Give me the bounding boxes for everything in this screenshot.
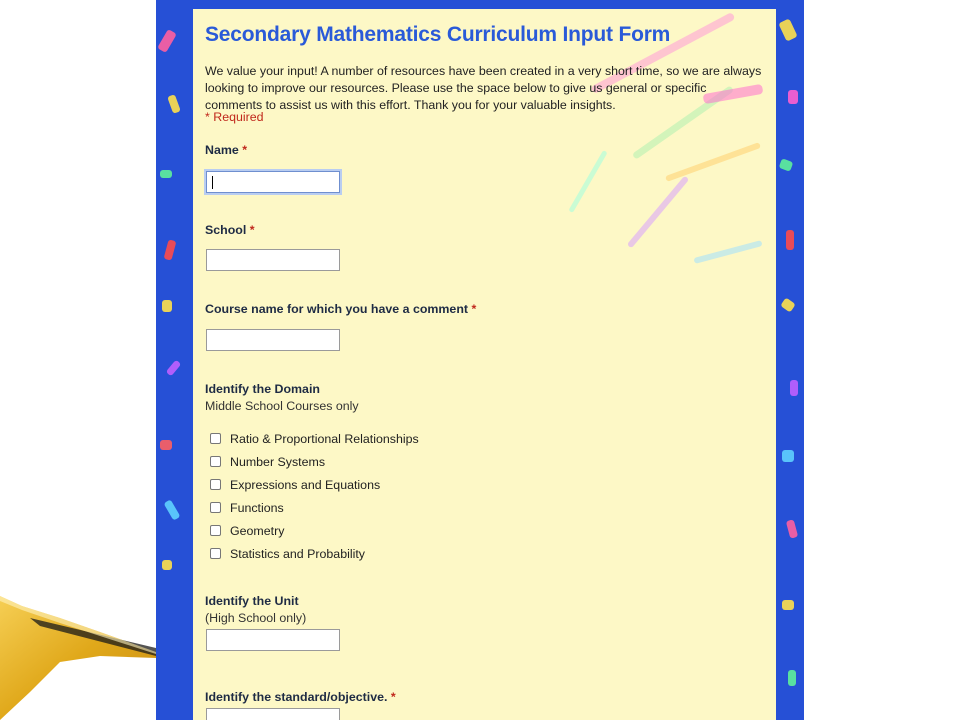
checkbox-icon[interactable]: [210, 456, 221, 467]
text-caret: [212, 176, 213, 189]
unit-label: Identify the Unit: [205, 594, 299, 608]
name-input[interactable]: [206, 171, 340, 193]
domain-option[interactable]: Functions: [210, 496, 419, 519]
domain-label: Identify the Domain: [205, 382, 320, 396]
checkbox-icon[interactable]: [210, 433, 221, 444]
course-label: Course name for which you have a comment *: [205, 302, 477, 316]
form-panel: [193, 9, 776, 720]
school-input[interactable]: [206, 249, 340, 271]
domain-option[interactable]: Ratio & Proportional Relationships: [210, 427, 419, 450]
name-label: Name *: [205, 143, 248, 157]
domain-option[interactable]: Statistics and Probability: [210, 542, 419, 565]
checkbox-icon[interactable]: [210, 525, 221, 536]
standard-label: Identify the standard/objective. *: [205, 690, 396, 704]
unit-input[interactable]: [206, 629, 340, 651]
domain-option[interactable]: Expressions and Equations: [210, 473, 419, 496]
standard-input[interactable]: [206, 708, 340, 720]
domain-option[interactable]: Geometry: [210, 519, 419, 542]
unit-help-text: (High School only): [205, 611, 307, 625]
domain-option[interactable]: Number Systems: [210, 450, 419, 473]
domain-checkbox-list: [210, 427, 419, 565]
school-label: School *: [205, 223, 255, 237]
decorative-arrow: [0, 596, 160, 720]
checkbox-icon[interactable]: [210, 548, 221, 559]
domain-help-text: Middle School Courses only: [205, 399, 359, 413]
course-input[interactable]: [206, 329, 340, 351]
checkbox-icon[interactable]: [210, 502, 221, 513]
required-note: * Required: [205, 110, 264, 124]
checkbox-icon[interactable]: [210, 479, 221, 490]
form-description: We value your input! A number of resources have been created in a very short time, so we are always looking to improve our resources. Please use the space below to give us general or specific comments to assist us with this effort. Thank you for your valuable insights.: [205, 64, 762, 112]
form-title: Secondary Mathematics Curriculum Input Form: [205, 23, 671, 46]
